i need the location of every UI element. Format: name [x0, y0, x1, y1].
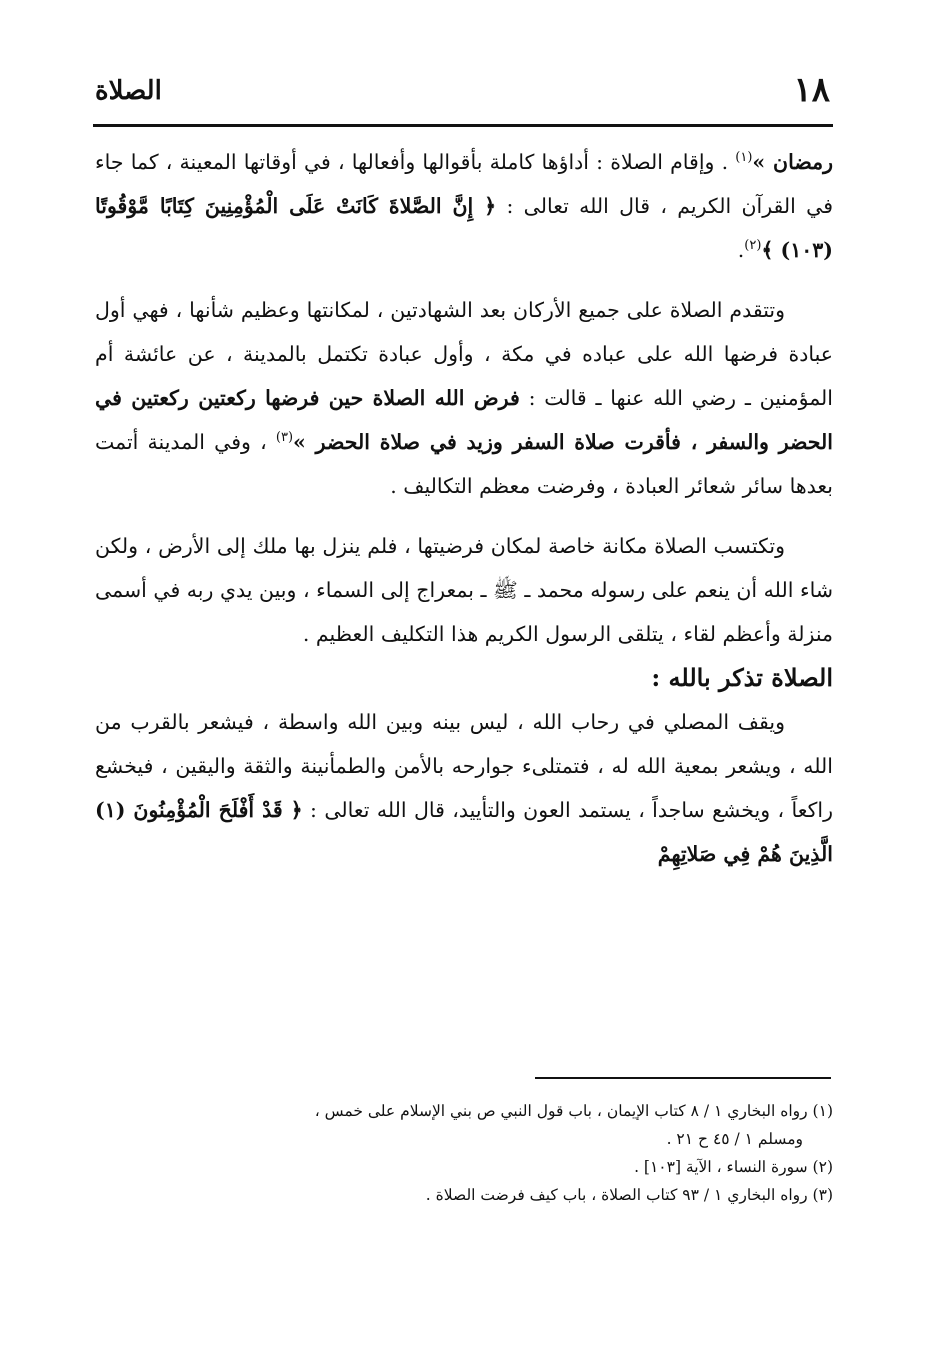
paragraph-2 [95, 288, 833, 508]
hadith-quote: فرض الله الصلاة حين فرضها ركعتين ركعتين في الحضر والسفر ، فأقرت صلاة السفر وزيد في صلاة الحضر » [95, 386, 833, 454]
header-rule [93, 124, 833, 127]
footnote-1-continuation: ومسلم ١ / ٤٥ ح ٢١ . [666, 1130, 803, 1148]
footnote-ref-2: (٢) [744, 238, 762, 254]
footnote-1: (١) رواه البخاري ١ / ٨ كتاب الإيمان ، باب قول النبي ص بني الإسلام على خمس ، [314, 1102, 833, 1120]
paragraph-2-text: وتتقدم الصلاة على جميع الأركان بعد الشهادتين ، لمكانتها وعظيم شأنها ، فهي أول عبادة فرضها الله على عباده في مكة ، وأول عبادة تكتمل بالمدينة ، عن عائشة أم المؤمنين ـ رضي الله عنها ـ قالت : [95, 298, 833, 410]
section-heading: الصلاة تذكر بالله : [651, 663, 833, 692]
quran-verse-2: ﴿ قَدْ أَفْلَحَ الْمُؤْمِنُونَ (١) الَّذِينَ هُمْ فِي صَلاتِهِمْ [95, 798, 833, 866]
footnote-ref-1: (١) [735, 150, 753, 166]
quran-verse-1: ﴿ إِنَّ الصَّلاةَ كَانَتْ عَلَى الْمُؤْمِنِينَ كِتَابًا مَّوْقُوتًا (١٠٣) ﴾ [95, 194, 833, 262]
running-title: الصلاة [95, 76, 162, 106]
footnotes [95, 1097, 833, 1209]
paragraph-4 [95, 700, 833, 876]
page-number: ١٨ [793, 70, 830, 110]
paragraph-1-end: . [737, 238, 745, 262]
paragraph-4-text: ويقف المصلي في رحاب الله ، ليس بينه وبين الله واسطة ، فيشعر بالقرب من الله ، ويشعر بمعية الله له ، فتمتلىء جوارحه بالأمن والطمأنينة والثقة واليقين ، فيخشع راكعاً ، ويخشع ساجداً ، يستمد العون والتأييد، قال الله تعالى : [95, 710, 833, 822]
paragraph-1-text: . وإقام الصلاة : أداؤها كاملة بأقوالها وأفعالها ، في أوقاتها المعينة ، كما جاء في القرآن الكريم ، قال الله تعالى : [95, 150, 833, 218]
paragraph-1 [95, 140, 833, 272]
paragraph-2-text-end: ، وفي المدينة أتمت بعدها سائر شعائر العبادة ، وفرضت معظم التكاليف . [95, 430, 833, 498]
footnote-ref-3: (٣) [275, 430, 294, 446]
page-header [95, 62, 830, 118]
footnote-3: (٣) رواه البخاري ١ / ٩٣ كتاب الصلاة ، باب كيف فرضت الصلاة . [425, 1186, 833, 1204]
body-text [95, 140, 833, 876]
paragraph-3: وتكتسب الصلاة مكانة خاصة لمكان فرضيتها ، فلم ينزل بها ملك إلى الأرض ، ولكن شاء الله أن ينعم على رسوله محمد ـ ﷺ ـ بمعراج إلى السماء ، وبين يدي ربه في أسمى منزلة وأعظم لقاء ، يتلقى الرسول الكريم هذا التكليف العظيم . [95, 534, 833, 646]
footnote-rule [535, 1077, 831, 1079]
paragraph-1-lead: رمضان » [752, 150, 833, 174]
footnote-2: (٢) سورة النساء ، الآية [١٠٣] . [634, 1158, 833, 1176]
